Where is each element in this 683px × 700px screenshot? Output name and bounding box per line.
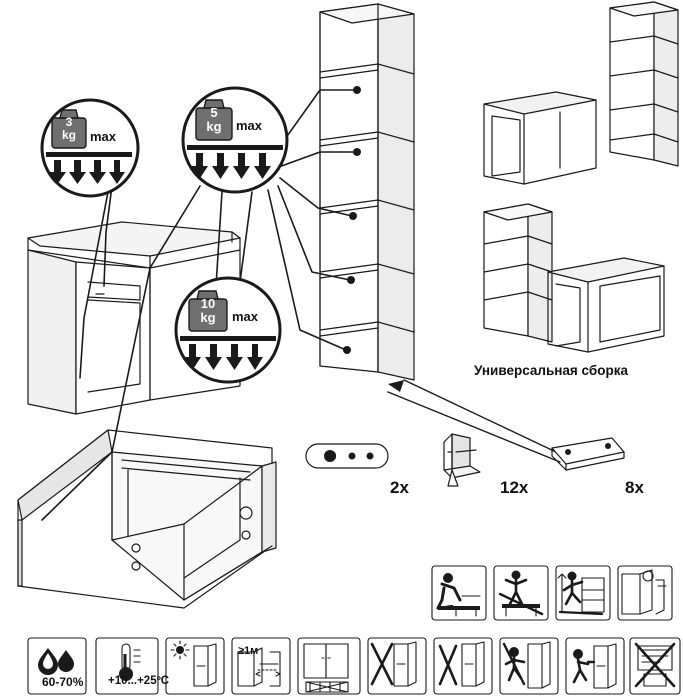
badge-3kg-max-label: max	[90, 129, 117, 144]
drawer-assembly-drawing	[18, 430, 276, 608]
badge-10kg	[176, 278, 280, 382]
variant-desk-bottom-right	[548, 258, 664, 352]
variant-desk-top-right	[484, 92, 596, 184]
tall-bookcase-drawing	[320, 4, 414, 380]
part-corner-bracket	[444, 434, 480, 486]
universal-assembly-title: Универсальная сборка	[474, 363, 628, 378]
badge-10kg-weight: 10 kg	[200, 296, 216, 325]
badge-5kg	[183, 88, 287, 192]
temperature-value: +10...+25ºC	[108, 675, 170, 687]
badge-3kg	[42, 100, 138, 196]
badge-5kg-weight: 5 kg	[206, 105, 222, 134]
corner-bracket-quantity: 12x	[500, 478, 529, 497]
humidity-value: 60-70%	[42, 675, 84, 689]
part-mounting-plate	[552, 438, 624, 470]
distance-value: ≥1м	[238, 645, 259, 657]
variant-bookcase-mid-right	[484, 204, 552, 342]
part-cam-lock-plate	[306, 444, 388, 468]
warning-icons-row	[432, 566, 672, 620]
badge-3kg-weight: 3 kg	[61, 115, 76, 142]
mounting-plate-quantity: 8x	[625, 478, 644, 497]
badge-5kg-max-label: max	[236, 118, 263, 133]
variant-bookcase-top-right	[610, 2, 678, 166]
badge-10kg-max-label: max	[232, 309, 259, 324]
cam-lock-plate-quantity: 2x	[390, 478, 409, 497]
